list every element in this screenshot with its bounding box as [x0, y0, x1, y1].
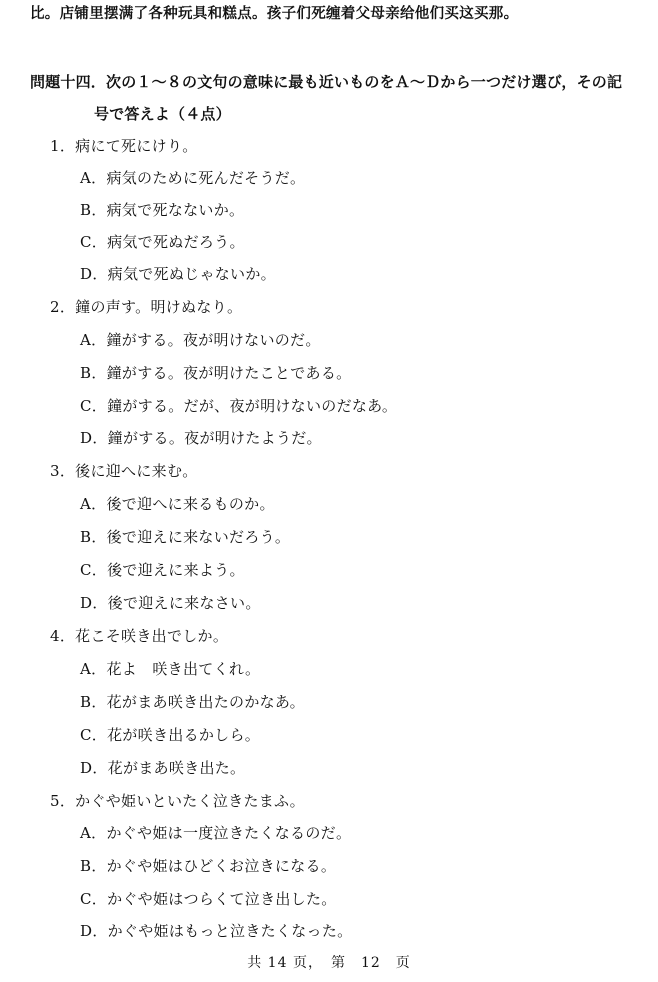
option-5b [80, 856, 336, 876]
question-number: 2． [50, 298, 76, 316]
section-heading-continued: 号で答えよ（４点） [94, 105, 231, 123]
option-1a [80, 168, 305, 188]
option-3c [80, 560, 245, 580]
option-letter: B． [80, 201, 107, 219]
option-letter: A． [80, 169, 107, 187]
option-letter: C． [80, 561, 108, 579]
option-letter: B． [80, 857, 107, 875]
question-text: 後に迎へに来む。 [75, 462, 198, 480]
option-text: 鐘がする。だが、夜が明けないのだなあ。 [107, 397, 398, 415]
option-text: 病気のために死んだそうだ。 [106, 169, 306, 187]
question-5 [50, 791, 305, 811]
option-letter: B． [80, 528, 107, 546]
option-1c [80, 232, 245, 252]
option-4c [80, 725, 260, 745]
option-letter: B． [80, 364, 107, 382]
section-heading: 問題十四．次の１～８の文句の意味に最も近いものをＡ～Ｄから一つだけ選び，その記 [30, 73, 623, 91]
option-5d [80, 921, 352, 941]
option-4d [80, 758, 245, 778]
option-text: かぐや姫は一度泣きたくなるのだ。 [106, 824, 352, 842]
option-letter: D． [80, 594, 108, 612]
option-3a [80, 494, 275, 514]
option-5a [80, 823, 351, 843]
option-3b [80, 527, 290, 547]
question-number: 5． [50, 792, 76, 810]
question-text: 病にて死にけり。 [75, 137, 198, 155]
option-text: 花よ 咲き出てくれ。 [106, 660, 261, 678]
question-number: 4． [50, 627, 76, 645]
option-text: 後で迎へに来るものか。 [106, 495, 275, 513]
option-text: 後で迎えに来ないだろう。 [106, 528, 291, 546]
option-3d [80, 593, 261, 613]
question-2 [50, 297, 242, 317]
option-letter: C． [80, 397, 108, 415]
question-text: 鐘の声す。明けぬなり。 [75, 298, 243, 316]
option-text: 病気で死ぬじゃないか。 [107, 265, 276, 283]
option-text: 後で迎えに来よう。 [107, 561, 245, 579]
option-letter: A． [80, 824, 107, 842]
option-2b [80, 363, 351, 383]
option-letter: B． [80, 693, 107, 711]
option-5c [80, 889, 337, 909]
question-4 [50, 626, 228, 646]
option-4b [80, 692, 305, 712]
option-letter: D． [80, 922, 108, 940]
option-letter: D． [80, 759, 108, 777]
question-3 [50, 461, 198, 481]
option-text: 鐘がする。夜が明けたようだ。 [107, 429, 322, 447]
question-number: 3． [50, 462, 76, 480]
question-1 [50, 136, 198, 156]
option-text: 病気で死ぬだろう。 [107, 233, 245, 251]
question-text: かぐや姫いといたく泣きたまふ。 [75, 792, 305, 810]
option-text: 後で迎えに来なさい。 [107, 594, 261, 612]
option-text: 鐘がする。夜が明けたことである。 [106, 364, 352, 382]
option-text: かぐや姫はもっと泣きたくなった。 [107, 922, 353, 940]
option-2a [80, 330, 321, 350]
question-number: 1． [50, 137, 76, 155]
option-4a [80, 659, 260, 679]
option-2d [80, 428, 322, 448]
intro-text: 比。店铺里摆满了各种玩具和糕点。孩子们死缠着父母亲给他们买这买那。 [30, 6, 519, 22]
option-text: かぐや姫はひどくお泣きになる。 [106, 857, 337, 875]
option-1b [80, 200, 244, 220]
option-letter: A． [80, 495, 107, 513]
option-text: 花がまあ咲き出た。 [107, 759, 246, 777]
page-footer: 共 14 页， 第 12 页 [247, 955, 411, 971]
option-letter: C． [80, 233, 108, 251]
option-letter: A． [80, 660, 107, 678]
option-2c [80, 396, 397, 416]
question-text: 花こそ咲き出でしか。 [75, 627, 229, 645]
option-text: かぐや姫はつらくて泣き出した。 [107, 890, 337, 908]
option-text: 花がまあ咲き出たのかなあ。 [106, 693, 305, 711]
option-letter: A． [80, 331, 107, 349]
option-letter: C． [80, 890, 108, 908]
option-letter: D． [80, 265, 108, 283]
option-letter: D． [80, 429, 108, 447]
option-1d [80, 264, 276, 284]
option-text: 病気で死なないか。 [106, 201, 245, 219]
option-text: 鐘がする。夜が明けないのだ。 [106, 331, 321, 349]
option-letter: C． [80, 726, 108, 744]
option-text: 花が咲き出るかしら。 [107, 726, 261, 744]
